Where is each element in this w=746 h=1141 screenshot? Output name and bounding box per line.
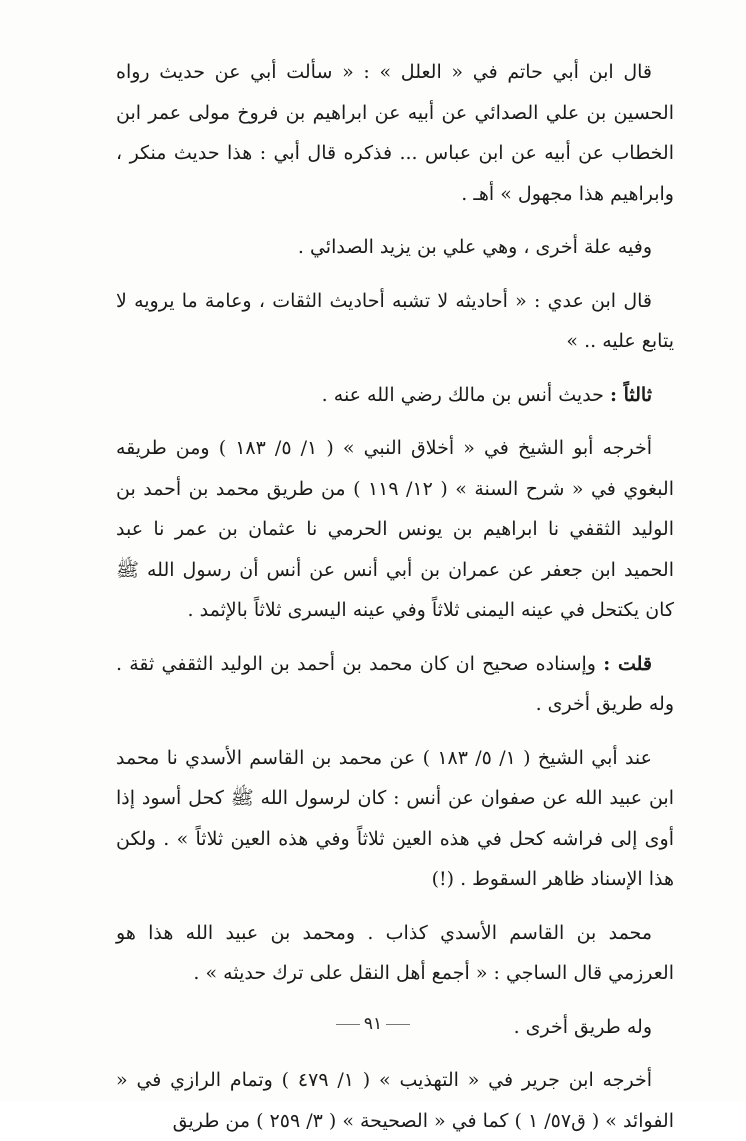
folio-dash-right — [386, 1024, 410, 1025]
paragraph-1 — [116, 52, 674, 214]
paragraph-3 — [116, 281, 674, 362]
folio-dash-left — [336, 1024, 360, 1025]
paragraph-5 — [116, 428, 674, 631]
page-number-text: ٩١ — [363, 1014, 383, 1034]
paragraph-6 — [116, 644, 674, 725]
paragraph-4-text: حديث أنس بن مالك رضي الله عنه . — [321, 383, 604, 406]
page-number — [0, 1014, 746, 1034]
paragraph-3-text: قال ابن عدي : « أحاديثه لا تشبه أحاديث الثقات ، وعامة ما يرويه لا يتابع عليه .. » — [116, 289, 674, 352]
paragraph-9-text: وله طريق أخرى . — [513, 1015, 652, 1038]
paragraph-7 — [116, 738, 674, 900]
paragraph-10-text: أخرجه ابن جرير في « التهذيب » ( ١/ ٤٧٩ ) وتمام الرازي في « الفوائد » ( ق٥٧/ ١ ) كما في « الصحيحة » ( ٣/ ٢٥٩ ) من طريق — [116, 1069, 674, 1132]
paragraph-7-text: عند أبي الشيخ ( ١/ ٥/ ١٨٣ ) عن محمد بن القاسم الأسدي نا محمد ابن عبيد الله عن صفوان عن أنس : كان لرسول الله ﷺ كحل أسود إذا أوى إلى فراشه كحل في هذه العين ثلاثاً وفي هذه العين ثلاثاً » . ولكن هذا الإسناد ظاهر السقوط . (!) — [116, 746, 674, 890]
paragraph-6-lead: قلت : — [603, 652, 652, 675]
paragraph-4 — [116, 375, 674, 416]
body-text — [116, 52, 674, 1141]
paragraph-5-text: أخرجه أبو الشيخ في « أخلاق النبي » ( ١/ ٥/ ١٨٣ ) ومن طريقه البغوي في « شرح السنة » ( ١٢/ ١١٩ ) من طريق محمد بن أحمد بن الوليد الثقفي نا ابراهيم بن يونس الحرمي نا عثمان بن عمر نا عبد الحميد ابن جعفر عن عمران بن أبي أنس عن أنس أن رسول الله ﷺ كان يكتحل في عينه اليمنى ثلاثاً وفي عينه اليسرى ثلاثاً بالإثمد . — [116, 437, 674, 621]
paragraph-8-text: محمد بن القاسم الأسدي كذاب . ومحمد بن عبيد الله هذا هو العرزمي قال الساجي : « أجمع أهل النقل على ترك حديثه » . — [116, 921, 674, 984]
paragraph-4-lead: ثالثاً : — [609, 383, 652, 406]
paragraph-8 — [116, 913, 674, 994]
paragraph-1-text: قال ابن أبي حاتم في « العلل » : « سألت أبي عن حديث رواه الحسين بن علي الصدائي عن أبيه عن ابراهيم بن فروخ مولى عمر ابن الخطاب عن أبيه عن ابن عباس ... فذكره قال أبي : هذا حديث منكر ، وابراهيم هذا مجهول » أهـ . — [116, 61, 674, 205]
paragraph-6-text: وإسناده صحيح ان كان محمد بن أحمد بن الوليد الثقفي ثقة . وله طريق أخرى . — [116, 652, 674, 715]
paragraph-2-text: وفيه علة أخرى ، وهي علي بن يزيد الصدائي . — [297, 236, 652, 258]
paragraph-2 — [116, 227, 674, 268]
